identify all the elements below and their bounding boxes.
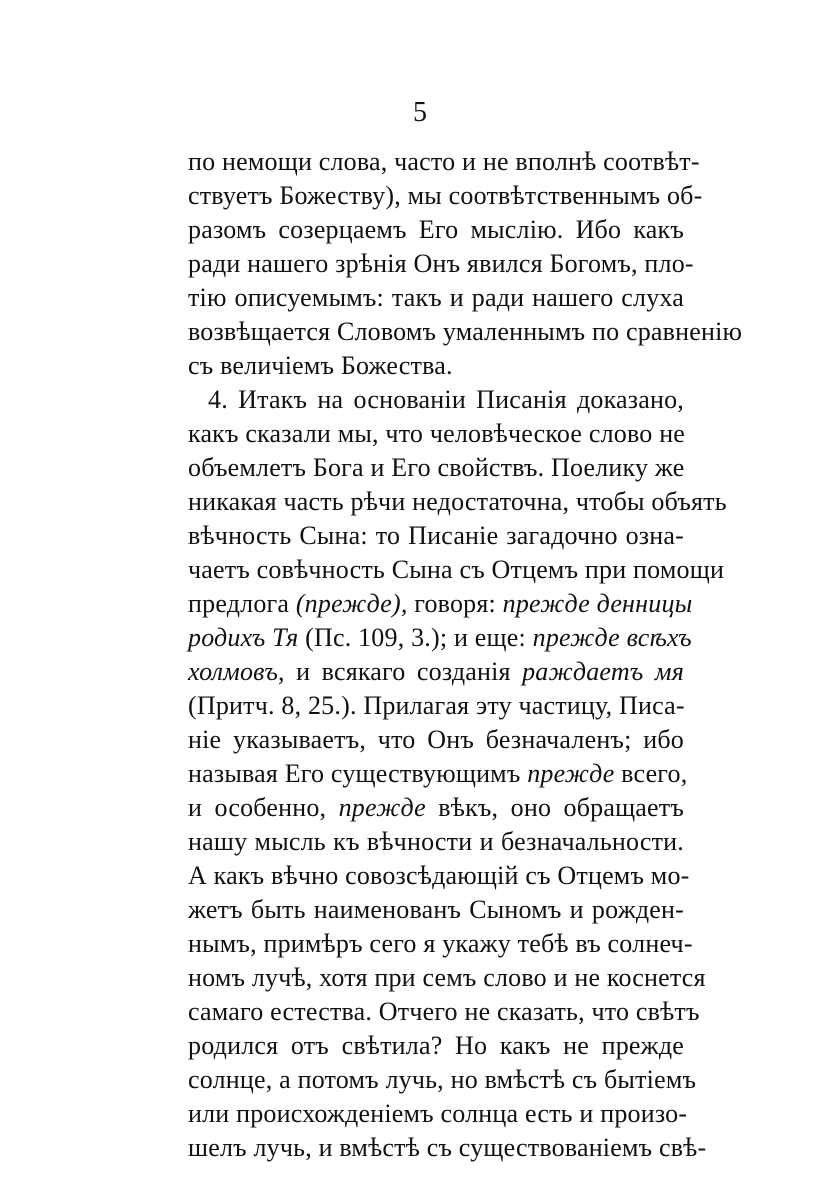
text-line: ради нашего зрѣнія Онъ явился Богомъ, пло- [188, 249, 694, 278]
paragraph-start-line: 4. Итакъ на основаніи Писанія доказано, [208, 385, 684, 414]
italic-run: прежде денницы [502, 589, 693, 618]
text-run: вѣкъ, оно обращаетъ [425, 793, 684, 822]
text-line: или происхожденіемъ солнца есть и произо- [188, 1099, 688, 1128]
text-line: возвѣщается Словомъ умаленнымъ по сравненію [188, 317, 743, 346]
text-run: , и всякаго созданія [278, 657, 523, 686]
text-line: (Притч. 8, 25.). Прилагая эту частицу, Писа- [188, 691, 685, 720]
text-line: нымъ, примѣръ сего я укажу тебѣ въ солнеч- [188, 929, 693, 958]
text-run: называя Его существующимъ [188, 759, 528, 788]
text-line: жетъ быть наименованъ Сыномъ и рожден- [188, 895, 684, 924]
text-line: съ величіемъ Божества. [188, 351, 453, 380]
italic-run: (прежде), [295, 589, 408, 618]
text-line [188, 621, 692, 655]
text-run: всего, [614, 759, 688, 788]
text-line: по немощи слова, часто и не вполнѣ соотвѣт- [188, 147, 700, 176]
italic-run: родихъ Тя [188, 623, 299, 652]
text-line: ствуетъ Божеству), мы соотвѣтственнымъ об- [188, 181, 703, 210]
italic-run: прежде [527, 759, 615, 788]
text-run: предлога [188, 589, 296, 618]
text-line: какъ сказали мы, что человѣческое слово не [188, 419, 686, 448]
text-line: объемлетъ Бога и Его свойствъ. Поелику же [188, 453, 685, 482]
text-line: чаетъ совѣчность Сына съ Отцемъ при помощи [188, 555, 725, 584]
text-line: родился отъ свѣтила? Но какъ не прежде [188, 1031, 684, 1060]
italic-run: прежде всѣхъ [532, 623, 692, 652]
text-run: и особенно, [188, 793, 339, 822]
text-line: самаго естества. Отчего не сказать, что свѣтъ [188, 997, 700, 1026]
text-line [188, 791, 684, 825]
text-line [188, 655, 684, 689]
text-line: ніе указываетъ, что Онъ безначаленъ; ибо [188, 725, 684, 754]
text-run: (Пс. 109, 3.); и еще: [298, 623, 533, 652]
text-line [188, 587, 693, 621]
text-line: разомъ созерцаемъ Его мыслію. Ибо какъ [188, 215, 684, 244]
text-line: А какъ вѣчно совозсѣдающій съ Отцемъ мо- [188, 861, 690, 890]
text-line: тію описуемымъ: такъ и ради нашего слуха [188, 283, 684, 312]
text-line [188, 757, 688, 791]
text-run: говоря: [407, 589, 503, 618]
text-line: никакая часть рѣчи недостаточна, чтобы объять [188, 487, 727, 516]
italic-run: холмовъ [188, 657, 279, 686]
text-line: солнце, а потомъ лучь, но вмѣстѣ съ бытіемъ [188, 1065, 697, 1094]
page-number: 5 [413, 97, 427, 128]
text-line: шелъ лучь, и вмѣстѣ съ существованіемъ свѣ- [188, 1133, 707, 1162]
italic-run: прежде [338, 793, 426, 822]
text-line: вѣчность Сына: то Писаніе загадочно озна- [188, 521, 684, 550]
text-line: нашу мысль къ вѣчности и безначальности. [188, 827, 684, 856]
italic-run: раждаетъ мя [522, 657, 684, 686]
text-line: номъ лучѣ, хотя при семъ слово и не коснется [188, 963, 706, 992]
